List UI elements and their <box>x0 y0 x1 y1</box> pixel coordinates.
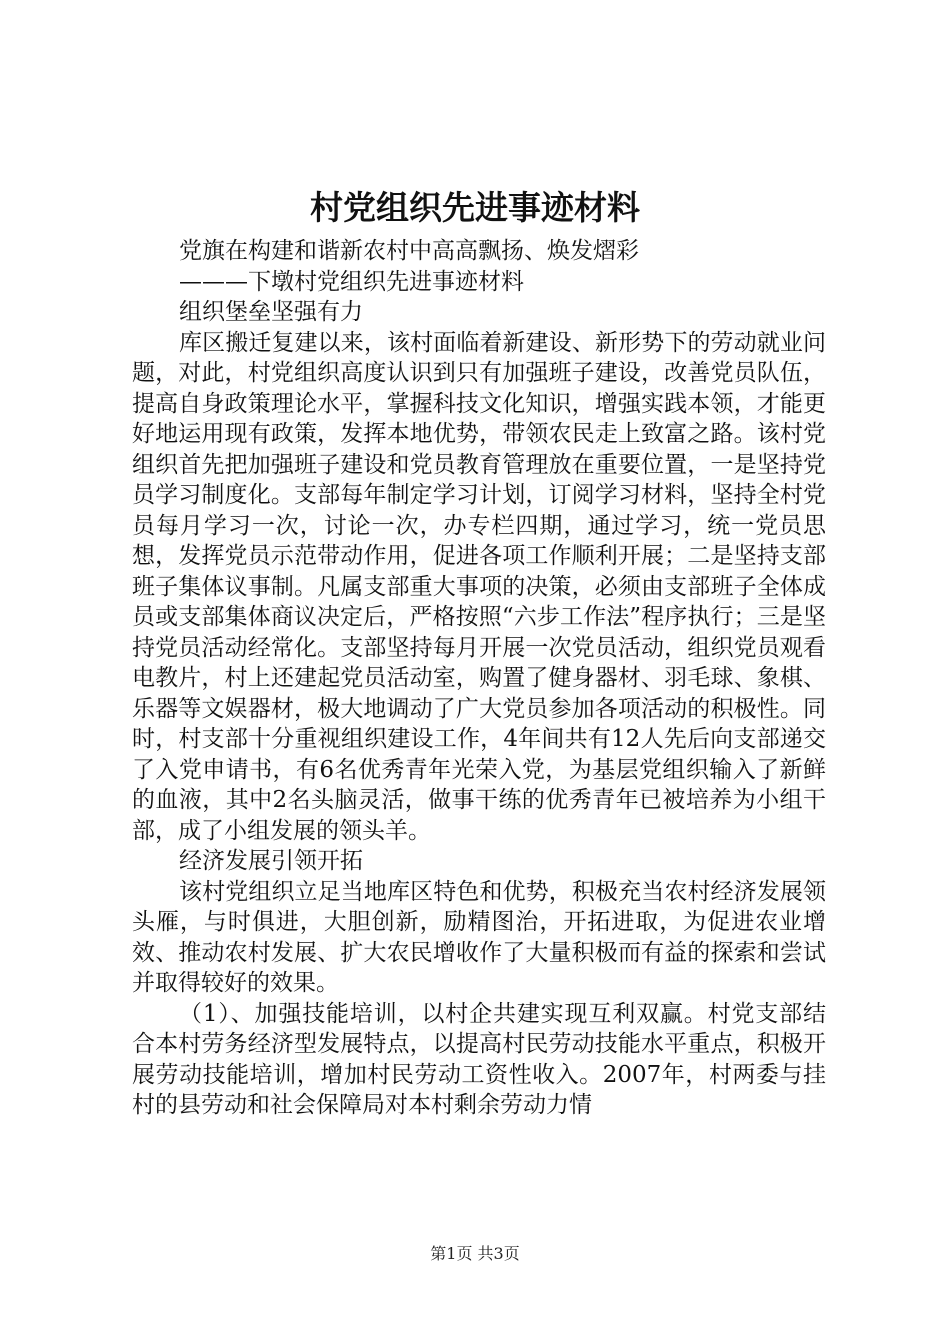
document-subtitle: 党旗在构建和谐新农村中高高飘扬、焕发熠彩 <box>179 238 639 264</box>
document-title: 村党组织先进事迹材料 <box>310 188 640 227</box>
page-number: 第1页 共3页 <box>430 1244 520 1263</box>
section-heading: 经济发展引领开拓 <box>179 848 363 874</box>
body-paragraph: 该村党组织立足当地库区特色和优势，积极充当农村经济发展领头雁，与时俱进，大胆创新，励精图治，开拓进取，为促进农业增效、推动农村发展、扩大农民增收作了大量积极而有益的探索和尝试并取得较好的效果。 <box>132 878 826 996</box>
document-byline: ———下墩村党组织先进事迹材料 <box>179 268 524 295</box>
section-heading: 组织堡垒坚强有力 <box>179 299 363 325</box>
document-body <box>132 236 826 1121</box>
body-paragraph: 库区搬迁复建以来，该村面临着新建设、新形势下的劳动就业问题，对此，村党组织高度认识到只有加强班子建设，改善党员队伍，提高自身政策理论水平，掌握科技文化知识，增强实践本领，才能更好地运用现有政策，发挥本地优势，带领农民走上致富之路。该村党组织首先把加强班子建设和党员教育管理放在重要位置，一是坚持党员学习制度化。支部每年制定学习计划，订阅学习材料，坚持全村党员每月学习一次，讨论一次，办专栏四期，通过学习，统一党员思想，发挥党员示范带动作用，促进各项工作顺利开展；二是坚持支部班子集体议事制。凡属支部重大事项的决策，必须由支部班子全体成员或支部集体商议决定后，严格按照“六步工作法”程序执行；三是坚持党员活动经常化。支部坚持每月开展一次党员活动，组织党员观看电教片，村上还建起党员活动室，购置了健身器材、羽毛球、象棋、乐器等文娱器材，极大地调动了广大党员参加各项活动的积极性。同时，村支部十分重视组织建设工作，4年间共有12人先后向支部递交了入党申请书，有6名优秀青年光荣入党，为基层党组织输入了新鲜的血液，其中2名头脑灵活，做事干练的优秀青年已被培养为小组干部，成了小组发展的领头羊。 <box>132 329 826 844</box>
body-paragraph: （1）、加强技能培训，以村企共建实现互利双赢。村党支部结合本村劳务经济型发展特点，以提高村民劳动技能水平重点，积极开展劳动技能培训，增加村民劳动工资性收入。2007年，村两委与挂村的县劳动和社会保障局对本村剩余劳动力情 <box>132 1000 826 1118</box>
